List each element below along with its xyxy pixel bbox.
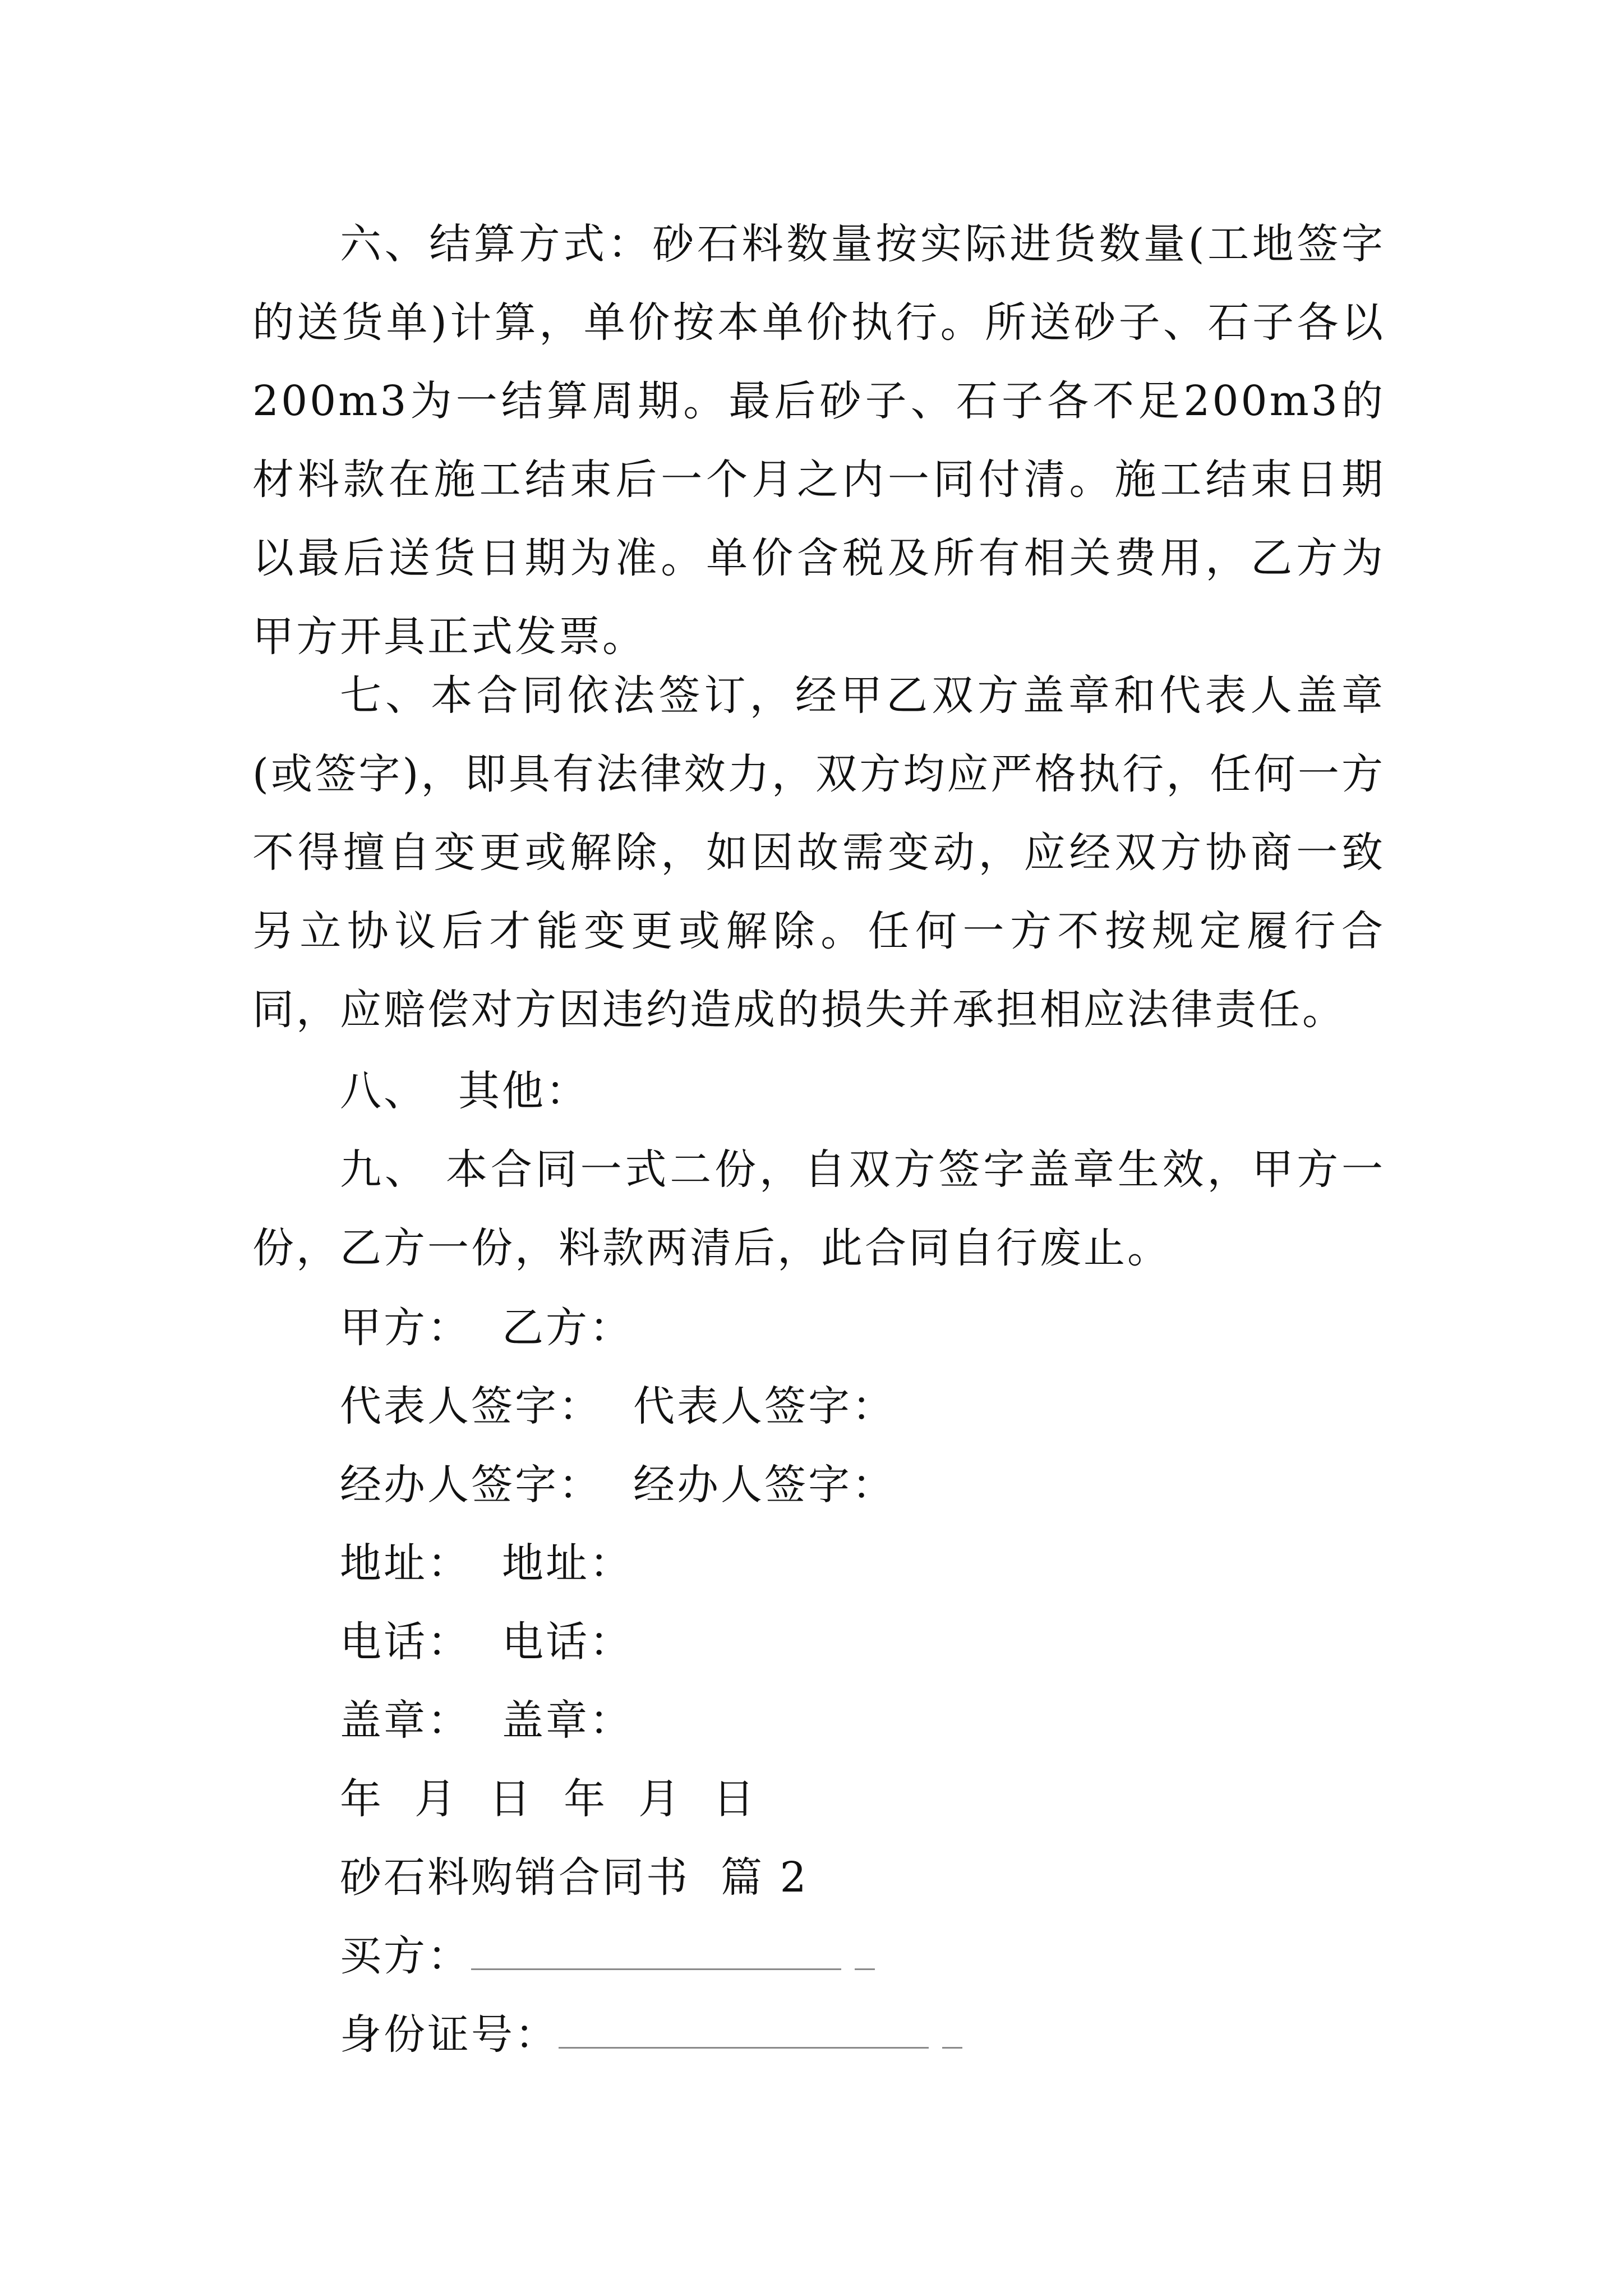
buyer-label: 买方： (340, 1932, 471, 1980)
id-number-label: 身份证号： (340, 2010, 559, 2059)
clause-8-other: 八、 其他： (340, 1067, 590, 1115)
buyer-blank-tail (855, 1966, 875, 1970)
signature-parties: 甲方： 乙方： (340, 1304, 634, 1352)
clause-6-settlement: 六、结算方式：砂石料数量按实际进货数量(工地签字的送货单)计算，单价按本单价执行。所送砂子、石子各以200m3为一结算周期。最后砂子、石子各不足200m3的材料款在施工结束后一个月之内一同付清。施工结束日期以最后送货日期为准。单价含税及所有相关费用，乙方为甲方开具正式发票。 (252, 220, 1385, 661)
clause-7-legal-effect: 七、本合同依法签订，经甲乙双方盖章和代表人盖章(或签字)，即具有法律效力，双方均应严格执行，任何一方不得擅自变更或解除，如因故需变动，应经双方协商一致另立协议后才能变更或解除。任何一方不按规定履行合同，应赔偿对方因违约造成的损失并承担相应法律责任。 (252, 671, 1385, 1034)
signature-handler: 经办人签字： 经办人签字： (340, 1461, 896, 1509)
clause-9-copies: 九、 本合同一式二份，自双方签字盖章生效，甲方一份，乙方一份，料款两清后，此合同自行废止。 (252, 1145, 1385, 1272)
signature-date: 年 月 日 年 月 日 (340, 1775, 757, 1823)
id-number-blank[interactable] (559, 2045, 929, 2049)
section-2-title: 砂石料购销合同书 篇 2 (340, 1853, 809, 1902)
signature-address: 地址： 地址： (340, 1539, 634, 1588)
buyer-blank[interactable] (471, 1966, 841, 1970)
id-number-line (340, 1995, 962, 2074)
signature-phone: 电话： 电话： (340, 1618, 634, 1666)
id-number-blank-tail (942, 2045, 962, 2049)
signature-seal: 盖章： 盖章： (340, 1696, 634, 1745)
signature-representative: 代表人签字： 代表人签字： (340, 1382, 896, 1430)
buyer-line (340, 1917, 875, 1995)
